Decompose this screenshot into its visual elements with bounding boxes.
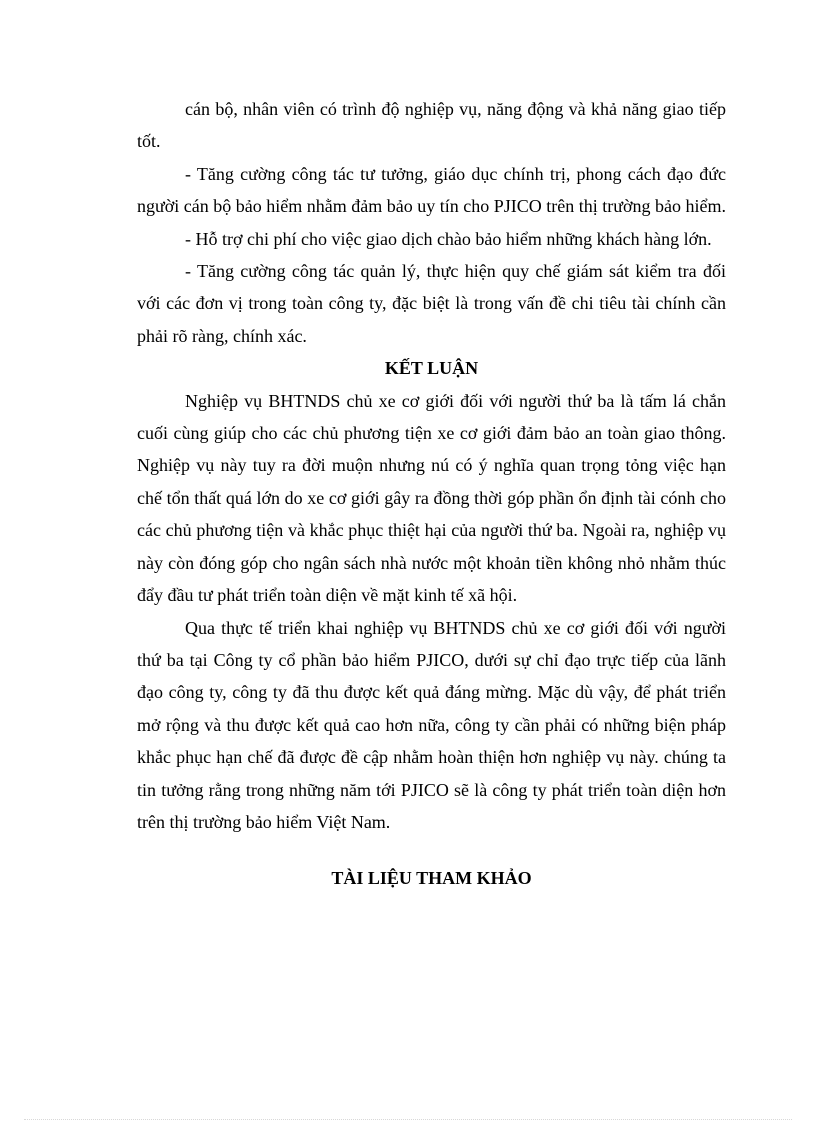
conclusion-heading: KẾT LUẬN	[384, 358, 479, 379]
references-heading: TÀI LIỆU THAM KHẢO	[331, 868, 532, 889]
section-spacer	[137, 838, 726, 862]
conclusion-paragraph-1: Nghiệp vụ BHTNDS chủ xe cơ giới đối với người thứ ba là tấm lá chắn cuối cùng giúp cho các chủ phương tiện xe cơ giới đảm bảo an toàn giao thông. Nghiệp vụ này tuy ra đời muộn nhưng nú có ý nghĩa quan trọng tỏng việc hạn chế tổn thất quá lớn do xe cơ giới gây ra đồng thời góp phần ổn định tài cónh cho các chủ phương tiện và khắc phục thiệt hại của người thứ ba. Ngoài ra, nghiệp vụ này còn đóng góp cho ngân sách nhà nước một khoản tiền không nhỏ nhằm thúc đẩy đầu tư phát triển toàn diện về mặt kinh tế xã hội.	[137, 390, 726, 606]
document-body	[137, 93, 726, 895]
paragraph-management: - Tăng cường công tác quản lý, thực hiện quy chế giám sát kiểm tra đối với các đơn vị trong toàn công ty, đặc biệt là trong vấn đề chi tiêu tài chính cần phải rõ ràng, chính xác.	[137, 261, 726, 346]
page-bottom-rule	[24, 1119, 792, 1120]
conclusion-paragraph-2: Qua thực tế triển khai nghiệp vụ BHTNDS chủ xe cơ giới đối với người thứ ba tại Công ty cổ phần bảo hiểm PJICO, dưới sự chỉ đạo trực tiếp của lãnh đạo công ty, công ty đã thu được kết quả đáng mừng. Mặc dù vậy, để phát triển mở rộng và thu được kết quả cao hơn nữa, công ty cần phải có những biện pháp khắc phục hạn chế đã được đề cập nhằm hoàn thiện hơn nghiệp vụ này. chúng ta tin tưởng rằng trong những năm tới PJICO sẽ là công ty phát triển toàn diện hơn trên thị trường bảo hiểm Việt Nam.	[137, 617, 726, 832]
paragraph-staff-training: cán bộ, nhân viên có trình độ nghiệp vụ, năng động và khả năng giao tiếp tốt.	[137, 99, 726, 152]
paragraph-ideology-education: - Tăng cường công tác tư tưởng, giáo dục chính trị, phong cách đạo đức người cán bộ bảo hiểm nhằm đảm bảo uy tín cho PJICO trên thị trường bảo hiểm.	[137, 163, 726, 217]
paragraph-cost-support: - Hỗ trợ chi phí cho việc giao dịch chào bảo hiểm những khách hàng lớn.	[185, 228, 712, 249]
